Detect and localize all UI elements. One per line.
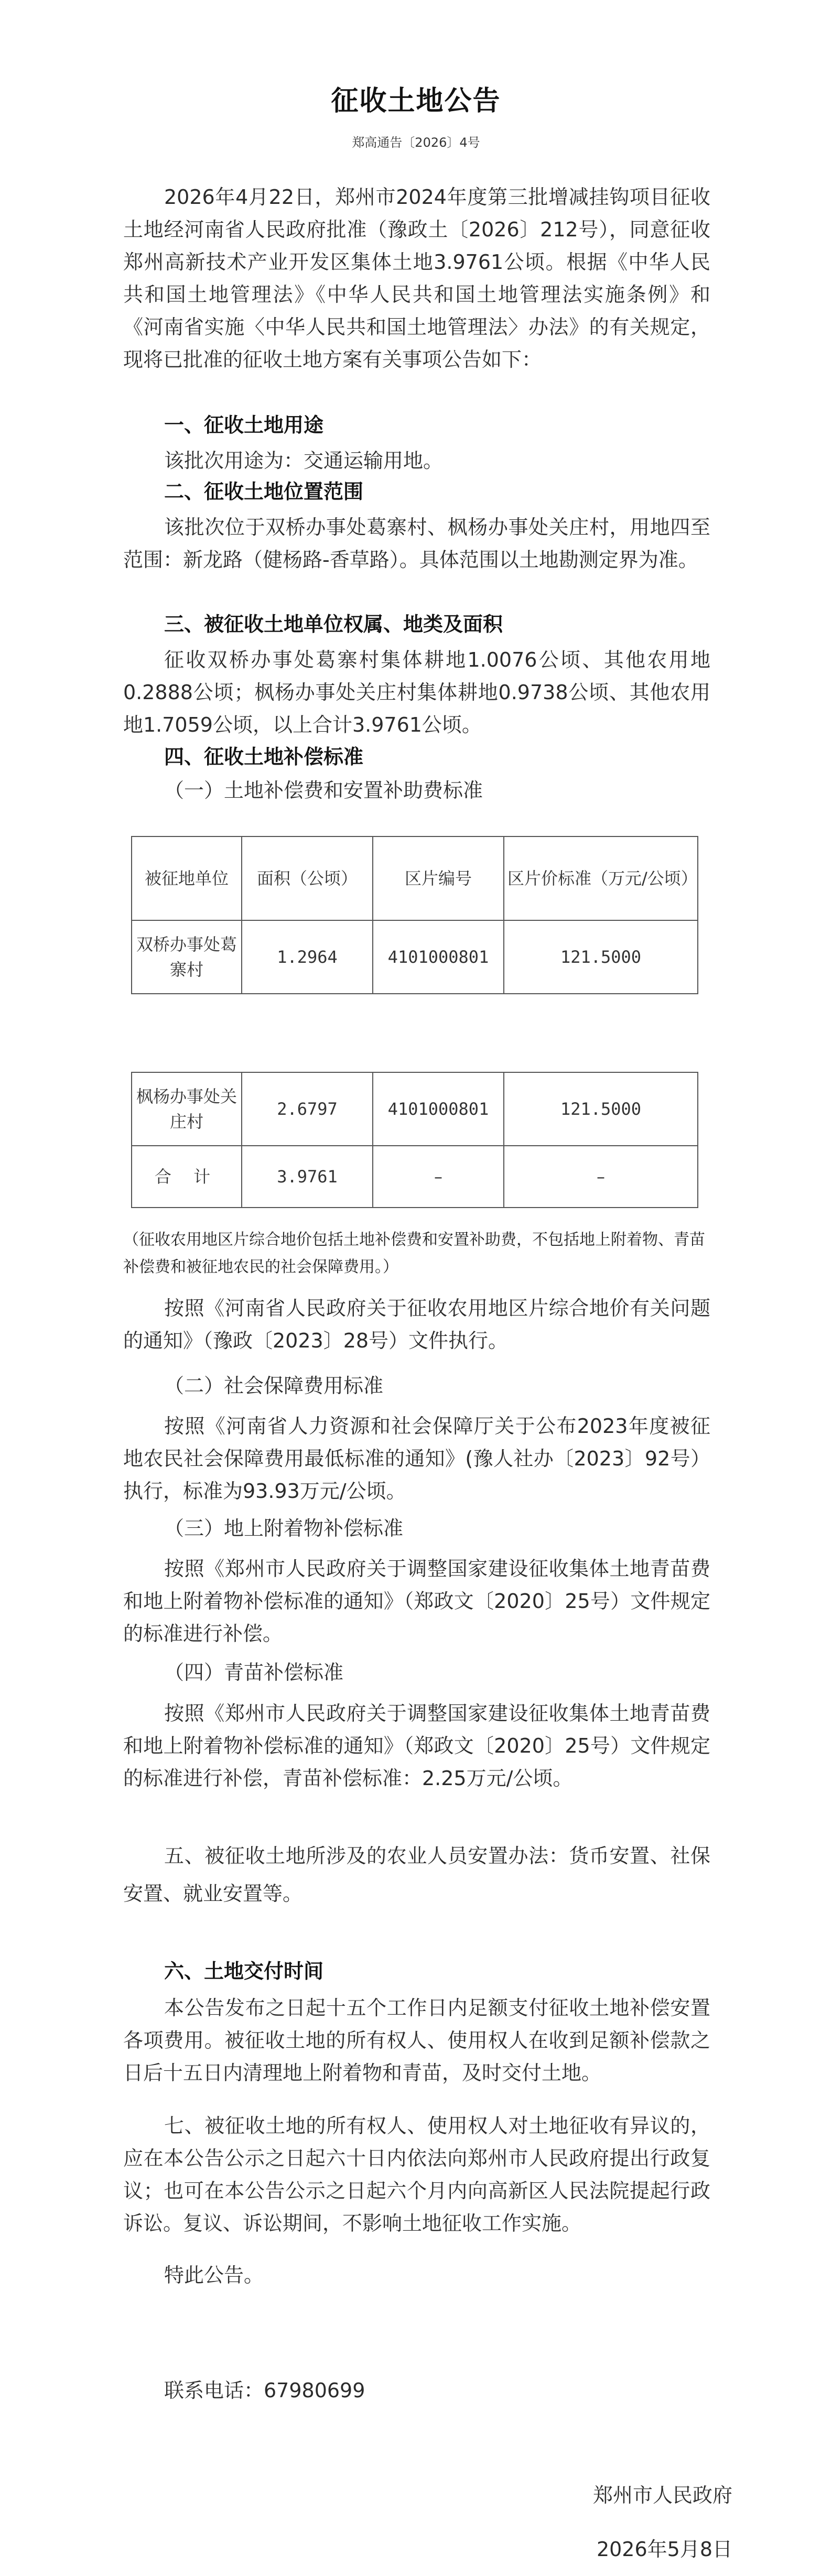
table-header-cell: 区片编号 [373, 836, 504, 920]
table-row [132, 1072, 698, 1146]
issuer-name: 郑州市人民政府 [592, 2484, 732, 2507]
section-4-heading: 四、征收土地补偿标准 [164, 745, 364, 768]
closing-text: 特此公告。 [164, 2264, 264, 2287]
section-1-text: 该批次用途为：交通运输用地。 [164, 449, 444, 472]
section-3-text: 征收双桥办事处葛寨村集体耕地1.0076公顷、其他农用地0.2888公顷；枫杨办事处关庄村集体耕地0.9738公顷、其他农用地1.7059公顷，以上合计3.9761公顷。 [123, 648, 710, 736]
section-6-text: 本公告发布之日起十五个工作日内足额支付征收土地补偿安置各项费用。被征收土地的所有权人、使用权人在收到足额补偿款之日后十五日内清理地上附着物和青苗，及时交付土地。 [123, 1996, 710, 2084]
table-cell-total-price: – [504, 1146, 698, 1208]
compensation-table-part1 [131, 836, 698, 994]
section-4-sub4-text: 按照《郑州市人民政府关于调整国家建设征收集体土地青苗费和地上附着物补偿标准的通知》（郑政文〔2020〕25号）文件规定的标准进行补偿，青苗补偿标准：2.25万元/公顷。 [123, 1702, 710, 1790]
compensation-table-part2 [131, 1072, 698, 1208]
document-number: 郑高通告〔2026〕4号 [352, 135, 480, 150]
table-cell-code: 4101000801 [373, 920, 504, 994]
table-footnote: （征收农用地区片综合地价包括土地补偿费和安置补助费，不包括地上附着物、青苗补偿费和被征地农民的社会保障费用。） [123, 1231, 705, 1276]
section-6-heading: 六、土地交付时间 [164, 1960, 324, 1983]
section-4-sub3-heading: （三）地上附着物补偿标准 [164, 1517, 404, 1540]
table-cell-total-area: 3.9761 [242, 1146, 373, 1208]
section-4-sub1-heading: （一）土地补偿费和安置补助费标准 [164, 779, 483, 802]
table-cell-area: 1.2964 [242, 920, 373, 994]
section-4-sub2-heading: （二）社会保障费用标准 [164, 1374, 384, 1397]
section-7-text: 七、被征收土地的所有权人、使用权人对土地征收有异议的，应在本公告公示之日起六十日内依法向郑州市人民政府提出行政复议；也可在本公告公示之日起六个月内向高新区人民法院提起行政诉讼。复议、诉讼期间，不影响土地征收工作实施。 [123, 2114, 710, 2235]
table-cell-total-code: – [373, 1146, 504, 1208]
table-header-cell: 区片价标准（万元/公顷） [504, 836, 698, 920]
page-title: 征收土地公告 [331, 85, 501, 117]
section-4-sub2-text: 按照《河南省人力资源和社会保障厅关于公布2023年度被征地农民社会保障费用最低标准的通知》(豫人社办〔2023〕92号）执行，标准为93.93万元/公顷。 [123, 1415, 710, 1503]
section-3-heading: 三、被征收土地单位权属、地类及面积 [164, 613, 503, 636]
table-cell-total-label: 合 计 [132, 1146, 242, 1208]
intro-paragraph: 2026年4月22日，郑州市2024年度第三批增减挂钩项目征收土地经河南省人民政府批准（豫政土〔2026〕212号），同意征收郑州高新技术产业开发区集体土地3.9761公顷。根据《中华人民共和国土地管理法》《中华人民共和国土地管理法实施条例》和《河南省实施〈中华人民共和国土地管理法〉办法》的有关规定，现将已批准的征收土地方案有关事项公告如下： [123, 186, 710, 371]
section-2-heading: 二、征收土地位置范围 [164, 480, 364, 503]
table-cell-unit: 枫杨办事处关庄村 [132, 1072, 242, 1146]
table-header-cell: 被征地单位 [132, 836, 242, 920]
section-4-sub3-text: 按照《郑州市人民政府关于调整国家建设征收集体土地青苗费和地上附着物补偿标准的通知》（郑政文〔2020〕25号）文件规定的标准进行补偿。 [123, 1557, 710, 1645]
table-row [132, 920, 698, 994]
contact-phone: 联系电话：67980699 [164, 2379, 365, 2402]
section-4-sub1-text: 按照《河南省人民政府关于征收农用地区片综合地价有关问题的通知》（豫政〔2023〕28号）文件执行。 [123, 1297, 710, 1352]
table-cell-code: 4101000801 [373, 1072, 504, 1146]
issue-date: 2026年5月8日 [596, 2538, 732, 2561]
table-header-row [132, 836, 698, 920]
table-header-cell: 面积（公顷） [242, 836, 373, 920]
section-1-heading: 一、征收土地用途 [164, 414, 324, 437]
table-cell-price: 121.5000 [504, 1072, 698, 1146]
section-4-sub4-heading: （四）青苗补偿标准 [164, 1661, 344, 1684]
table-total-row [132, 1146, 698, 1208]
table-cell-area: 2.6797 [242, 1072, 373, 1146]
table-cell-price: 121.5000 [504, 920, 698, 994]
table-cell-unit: 双桥办事处葛寨村 [132, 920, 242, 994]
section-5-text: 五、被征收土地所涉及的农业人员安置办法：货币安置、社保安置、就业安置等。 [123, 1844, 710, 1905]
section-2-text: 该批次位于双桥办事处葛寨村、枫杨办事处关庄村，用地四至范围：新龙路（健杨路-香草路）。具体范围以土地勘测定界为准。 [123, 516, 710, 571]
